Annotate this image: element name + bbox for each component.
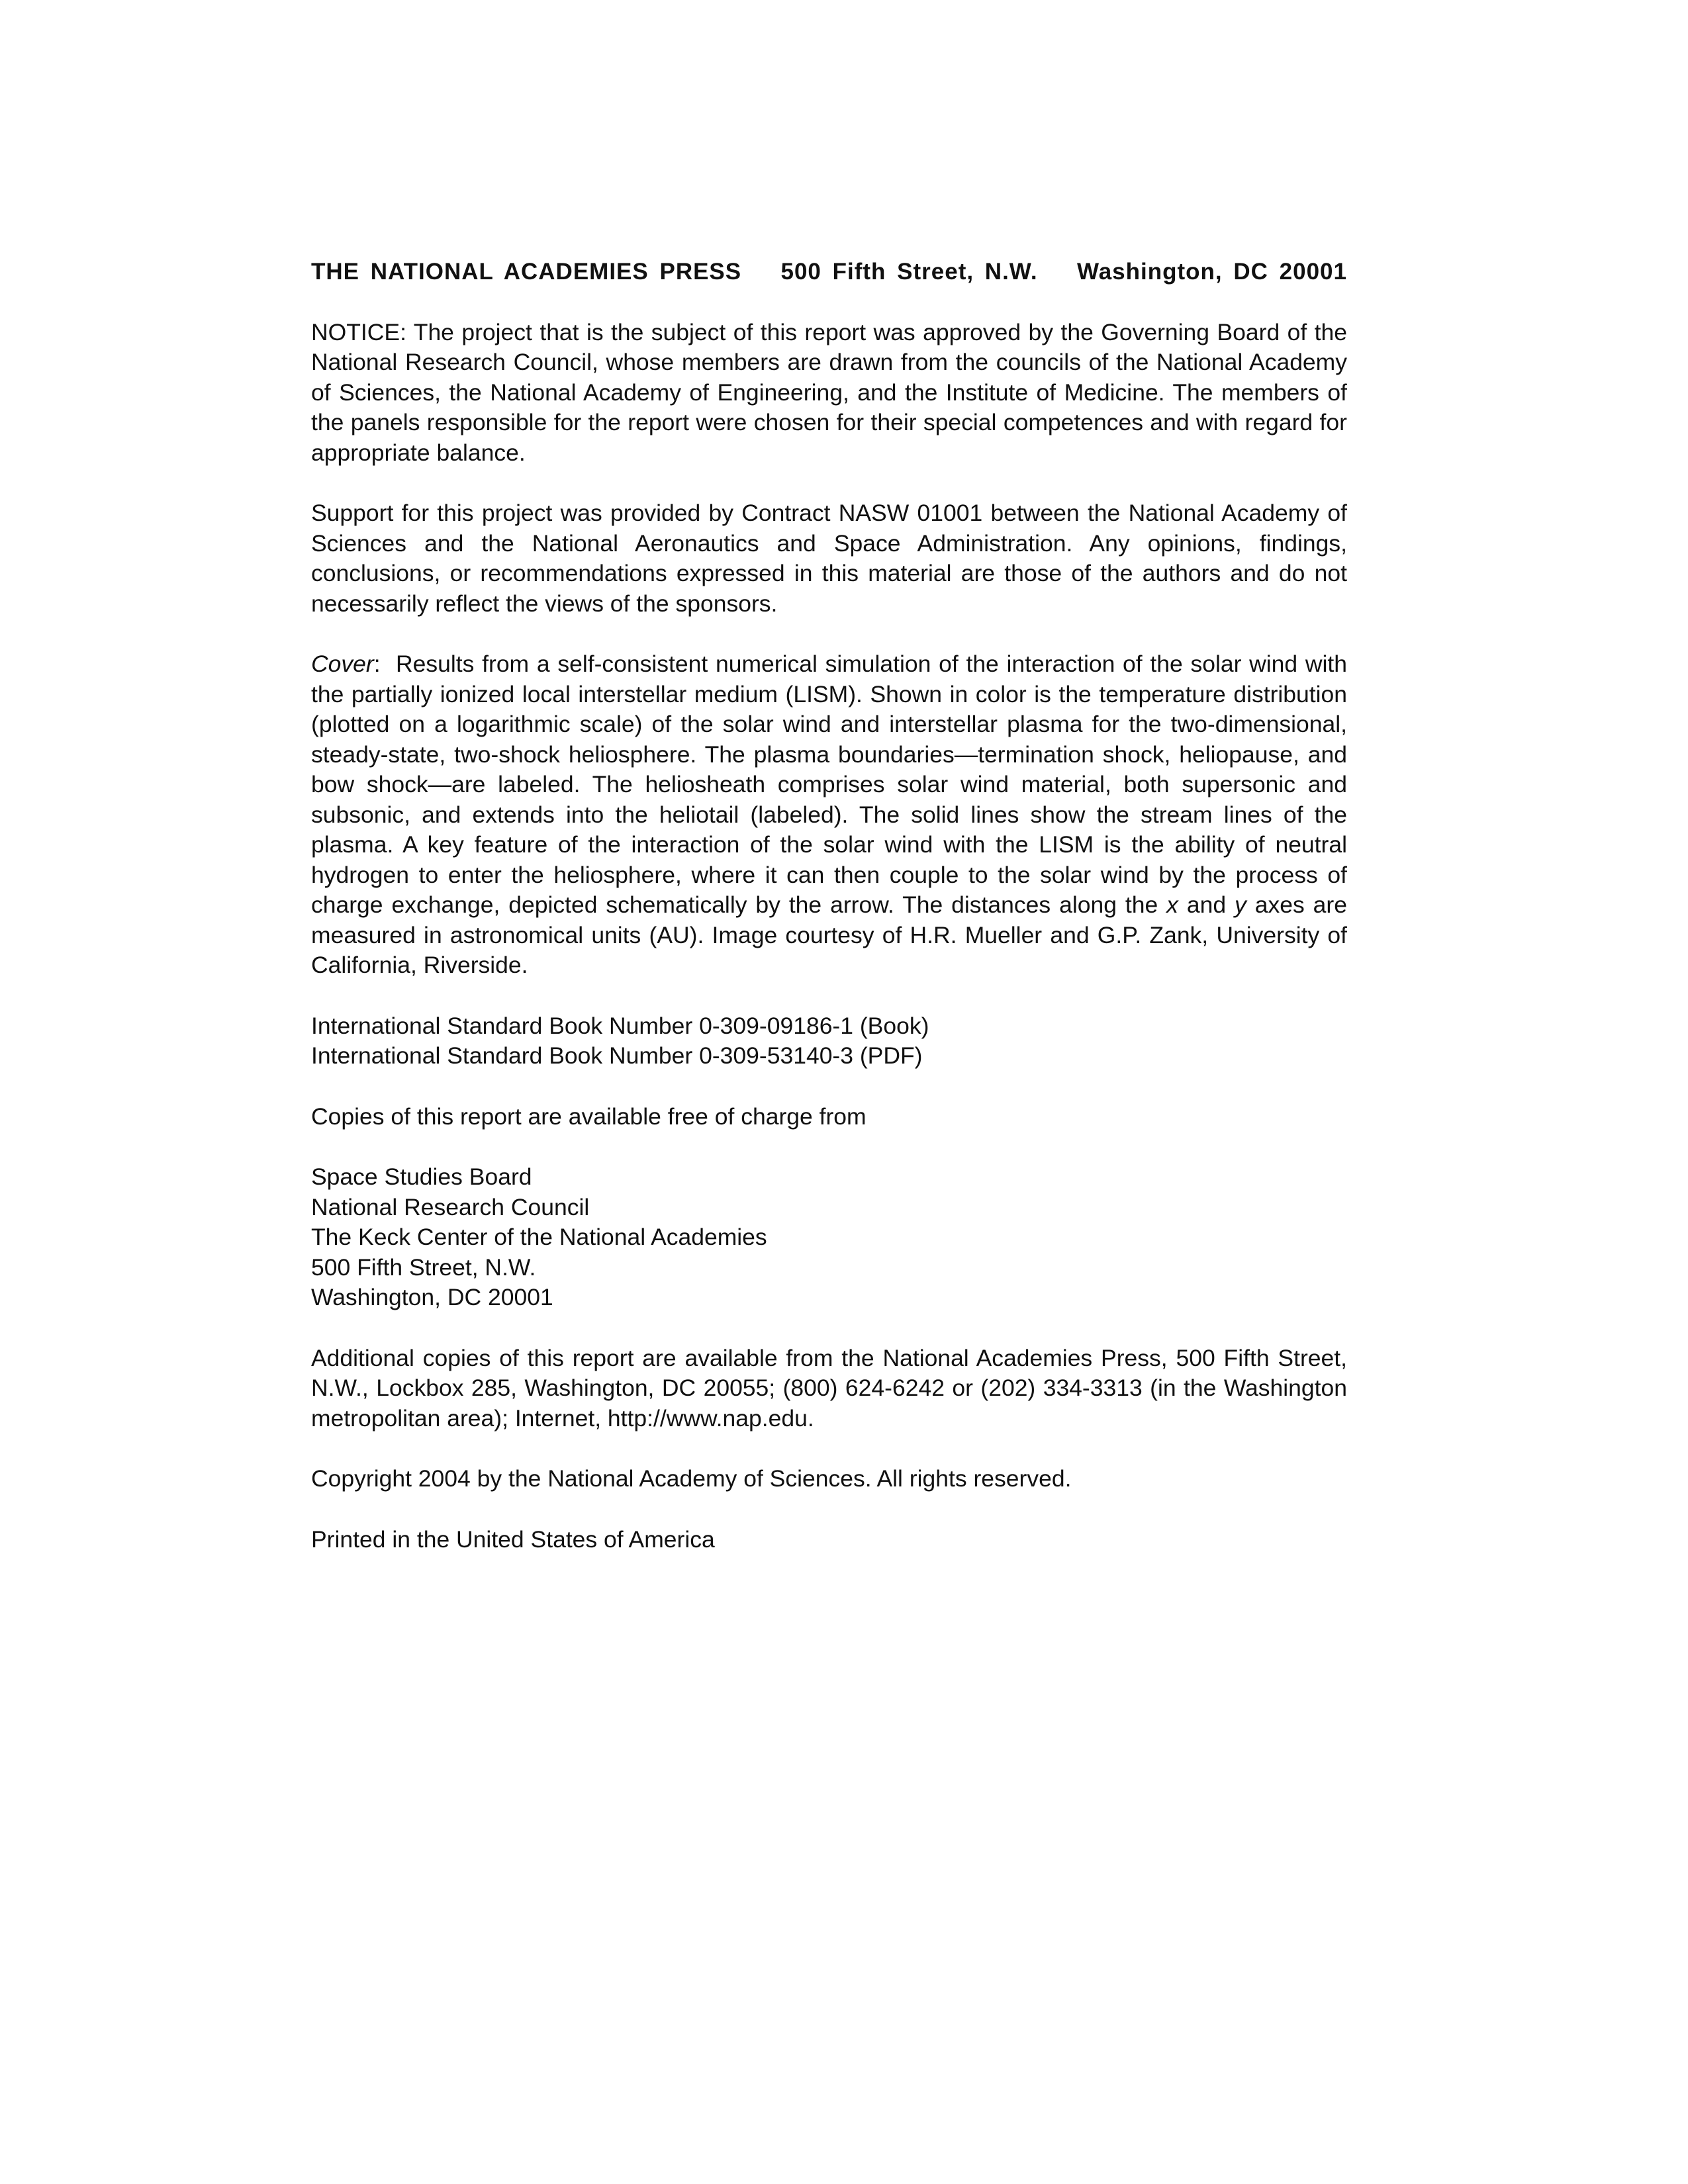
cover-text-2: axes are measured in astronomical units (AU). Image courtesy of H.R. Mueller and G.P. Zank, University of California, Riverside. — [311, 891, 1347, 978]
cover-x-axis: x — [1166, 891, 1178, 918]
publisher-name: THE NATIONAL ACADEMIES PRESS — [311, 259, 742, 285]
copies-intro: Copies of this report are available free of charge from — [311, 1103, 867, 1130]
cover-text-1: Results from a self-consistent numerical simulation of the interaction of the solar wind with the partially ionized local interstellar medium (LISM). Shown in color is the temperature distribution (plotted on a logarithmic scale) of the solar wind and interstellar plasma for the two-dimensional, steady-state, two-shock heliosphere. The plasma boundaries—termination shock, heliopause, and bow shock—are labeled. The heliosheath comprises solar wind material, both supersonic and subsonic, and extends into the heliotail (labeled). The solid lines show the stream lines of the plasma. A key feature of the interaction of the solar wind with the LISM is the ability of neutral hydrogen to enter the heliosphere, where it can then couple to the solar wind by the process of charge exchange, depicted schematically by the arrow. The distances along the — [311, 651, 1347, 918]
cover-label: Cover — [311, 651, 374, 677]
address-line: 500 Fifth Street, N.W. — [311, 1253, 536, 1281]
copyright-notice: Copyright 2004 by the National Academy of Sciences. All rights reserved. — [311, 1465, 1072, 1492]
publisher-header — [311, 257, 1347, 287]
publisher-city: Washington, DC 20001 — [1076, 259, 1347, 285]
copyright-page — [311, 257, 1347, 1585]
notice-paragraph: NOTICE: The project that is the subject of this report was approved by the Governing Board of the National Research Council, whose members are drawn from the councils of the National Academy of Sciences, the National Academy of Engineering, and the Institute of Medicine. The members of the panels responsible for the report were chosen for their special competences and with regard for appropriate balance. — [311, 318, 1347, 466]
address-block — [311, 1162, 1347, 1313]
printed-notice: Printed in the United States of America — [311, 1525, 715, 1553]
additional-copies-paragraph: Additional copies of this report are available from the National Academies Press, 500 Fifth Street, N.W., Lockbox 285, Washington, DC 20055; (800) 624-6242 or (202) 334-3313 (in the Washington metropolitan area); Internet, http://www.nap.edu. — [311, 1344, 1347, 1432]
publisher-street: 500 Fifth Street, N.W. — [780, 259, 1038, 285]
cover-paragraph: Cover: Results from a self-consistent numerical simulation of the interaction of the solar wind with the partially ionized local interstellar medium (LISM). Shown in color is the temperature distribution (plotted on a logarithmic scale) of the solar wind and interstellar plasma for the two-dimensional, steady-state, two-shock heliosphere. The plasma boundaries—termination shock, heliopause, and bow shock—are labeled. The heliosheath comprises solar wind material, both supersonic and subsonic, and extends into the heliotail (labeled). The solid lines show the stream lines of the plasma. A key feature of the interaction of the solar wind with the LISM is the ability of neutral hydrogen to enter the heliosphere, where it can then couple to the solar wind by the process of charge exchange, depicted schematically by the arrow. The distances along the x and y axes are measured in astronomical units (AU). Image courtesy of H.R. Mueller and G.P. Zank, University of California, Riverside. — [311, 651, 1347, 978]
cover-y-axis: y — [1235, 891, 1246, 918]
address-line: National Research Council — [311, 1193, 590, 1220]
support-paragraph: Support for this project was provided by Contract NASW 01001 between the National Academy of Sciences and the National Aeronautics and Space Administration. Any opinions, findings, conclusions, or recommendations expressed in this material are those of the authors and do not necessarily reflect the views of the sponsors. — [311, 500, 1347, 617]
isbn-book: International Standard Book Number 0-309-09186-1 (Book) — [311, 1012, 929, 1039]
address-line: Washington, DC 20001 — [311, 1284, 553, 1310]
address-line: The Keck Center of the National Academies — [311, 1224, 767, 1250]
address-line: Space Studies Board — [311, 1163, 532, 1190]
isbn-pdf: International Standard Book Number 0-309-53140-3 (PDF) — [311, 1042, 923, 1069]
isbn-block — [311, 1011, 1347, 1071]
cover-and: and — [1186, 891, 1227, 918]
